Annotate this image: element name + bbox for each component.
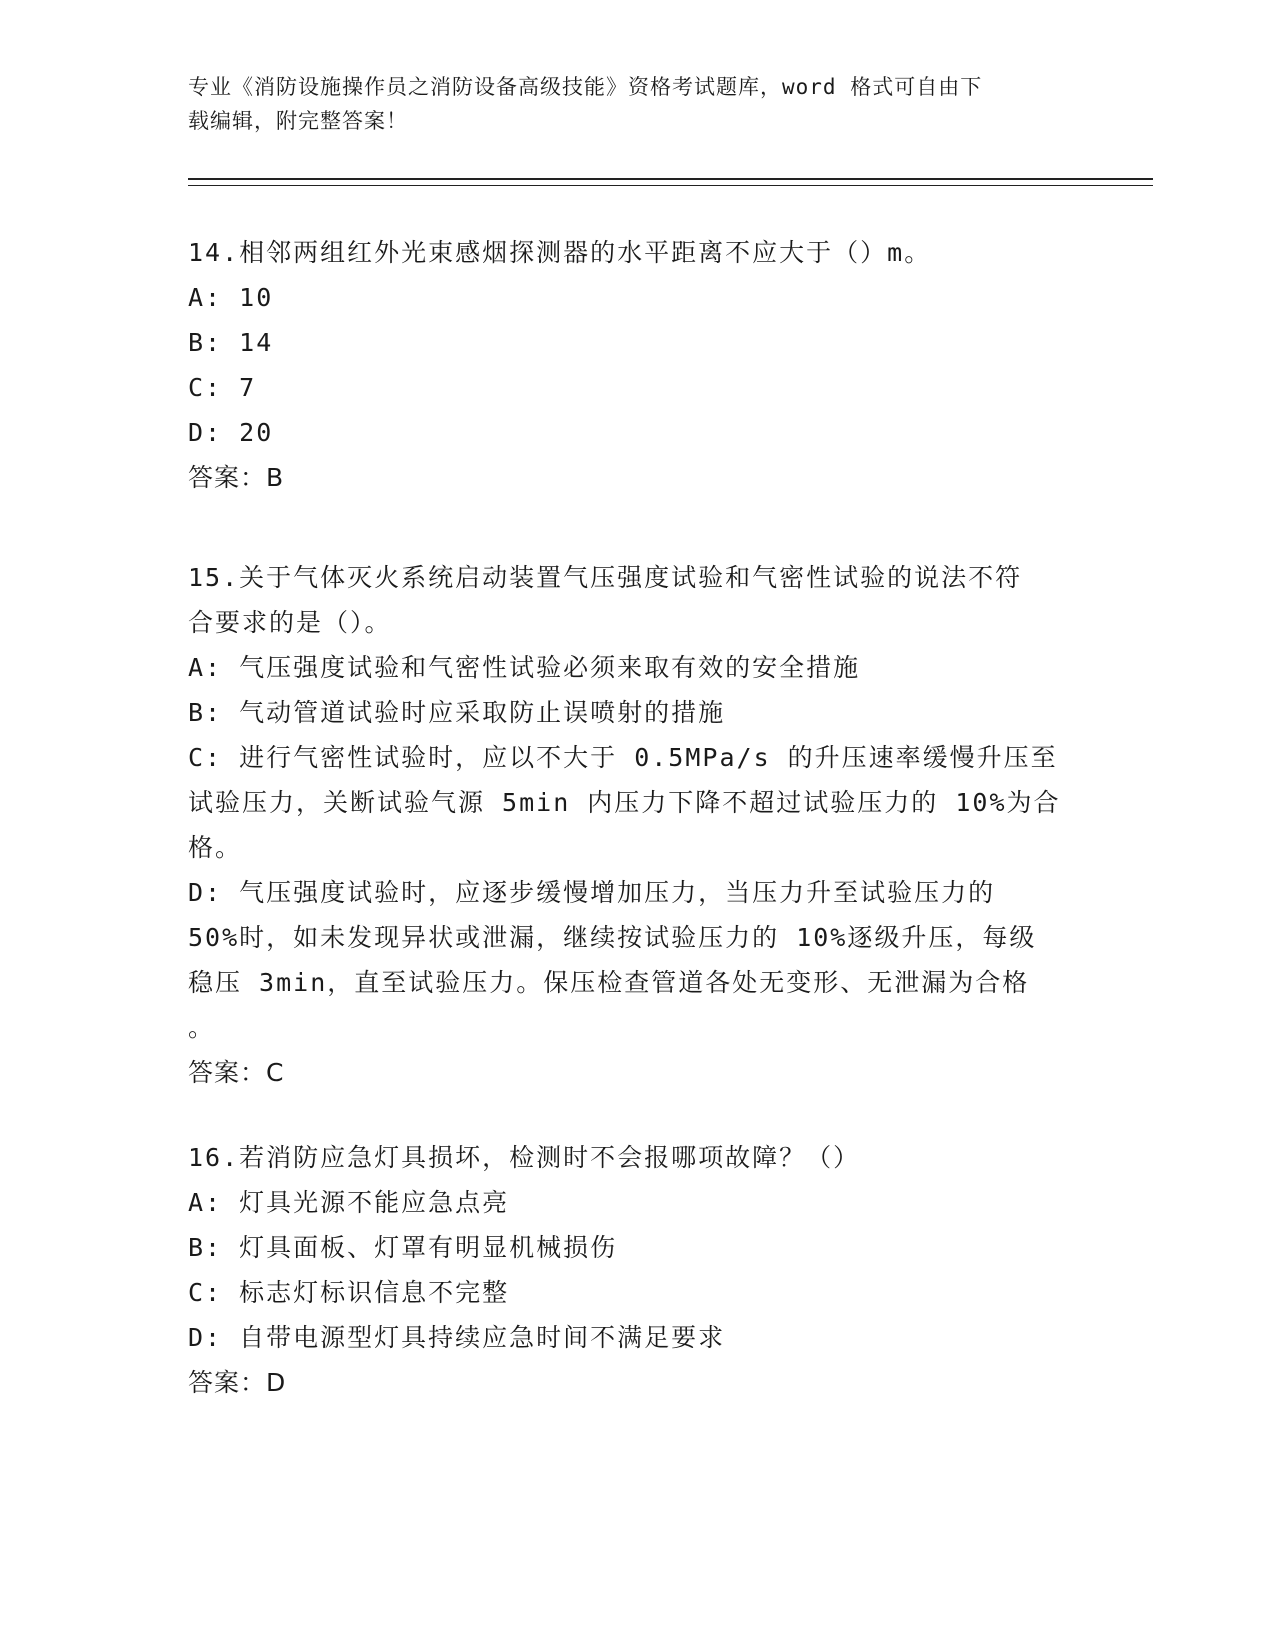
question-15 [188,555,1061,1095]
option-d: D: 自带电源型灯具持续应急时间不满足要求 [188,1323,726,1352]
option-b: B: 灯具面板、灯罩有明显机械损伤 [188,1233,618,1262]
option-a: A: 气压强度试验和气密性试验必须来取有效的安全措施 [188,653,861,682]
question-16 [188,1135,860,1405]
option-c-line: 格。 [188,833,243,862]
option-d-line: 50%时，如未发现异状或泄漏，继续按试验压力的 10%逐级升压，每级 [188,923,1037,952]
option-b: B: 14 [188,328,274,357]
question-14 [188,230,931,500]
option-d-line: D: 气压强度试验时，应逐步缓慢增加压力，当压力升至试验压力的 [188,878,996,907]
option-a: A: 10 [188,283,274,312]
document-header [188,70,1153,138]
option-b: B: 气动管道试验时应采取防止误喷射的措施 [188,698,726,727]
header-line: 载编辑，附完整答案！ [188,109,408,133]
answer: 答案：B [188,463,285,492]
question-stem: 14.相邻两组红外光束感烟探测器的水平距离不应大于（）m。 [188,238,932,267]
option-d-line: 稳压 3min，直至试验压力。保压检查管道各处无变形、无泄漏为合格 [188,968,1030,997]
document-page [188,70,1153,1397]
answer: 答案：D [188,1368,287,1397]
option-d [188,870,1061,1050]
option-c-line: 试验压力，关断试验气源 5min 内压力下降不超过试验压力的 10%为合 [188,788,1061,817]
header-line: 专业《消防设施操作员之消防设备高级技能》资格考试题库，word 格式可自由下 [188,75,983,99]
option-c: C: 7 [188,373,257,402]
question-stem: 15.关于气体灭火系统启动装置气压强度试验和气密性试验的说法不符 [188,563,1023,592]
question-stem: 16.若消防应急灯具损坏，检测时不会报哪项故障？（） [188,1143,861,1172]
option-c: C: 标志灯标识信息不完整 [188,1278,510,1307]
option-d: D: 20 [188,418,274,447]
option-d-line: 。 [188,1013,216,1042]
option-c-line: C: 进行气密性试验时，应以不大于 0.5MPa/s 的升压速率缓慢升压至 [188,743,1058,772]
answer: 答案：C [188,1058,285,1087]
option-a: A: 灯具光源不能应急点亮 [188,1188,510,1217]
header-divider [188,178,1153,186]
question-stem: 合要求的是（）。 [188,608,392,637]
option-c [188,735,1061,870]
